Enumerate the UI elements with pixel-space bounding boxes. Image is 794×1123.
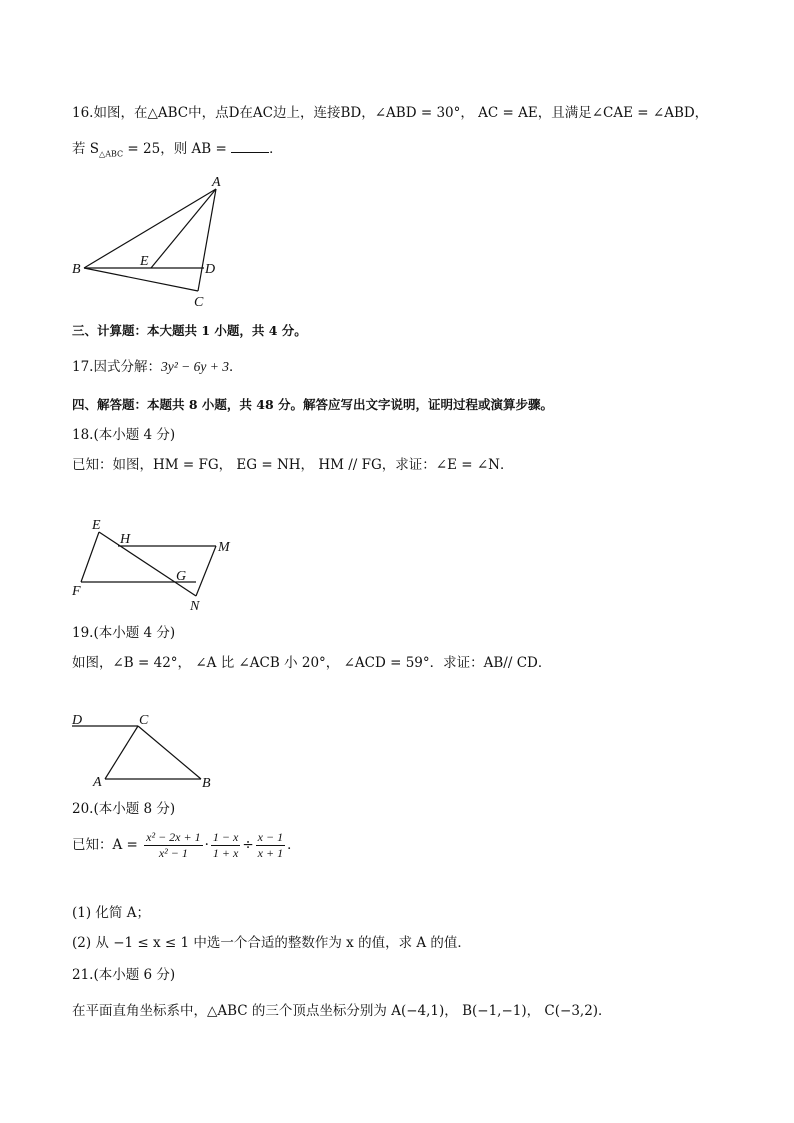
q20-fraction-1: $\frac{\text{x² − 2x + 1}}{\text{x² − 1}}$ [146, 830, 201, 860]
q16-label-A: A [212, 175, 221, 190]
q19-header: 19.(本小题 4 分) [72, 625, 176, 641]
q18-header: 18.(本小题 4 分) [72, 427, 176, 443]
q21-header: 21.(本小题 6 分) [72, 967, 176, 983]
q20-prefix: 已知：A = [72, 837, 143, 853]
q16-label-B: B [72, 262, 81, 277]
q20-end: ． [287, 837, 301, 853]
q18-label-E: E [92, 518, 101, 533]
section3-heading: 三、计算题：本大题共 1 小题，共 4 分。 [72, 323, 307, 338]
q16-label-D: D [205, 262, 216, 277]
q17-prefix: 17.因式分解： [72, 359, 161, 375]
q16-line2-end: ． [269, 141, 283, 157]
q18-text: 已知：如图，HM = FG， EG = NH， HM // FG，求证：∠E = ∠N． [72, 457, 514, 473]
q18-label-G: G [176, 569, 187, 584]
q19-label-A: A [93, 775, 102, 790]
q20-part1: (1) 化简 A； [72, 905, 150, 921]
q16-line2-sub: △ABC [99, 149, 124, 159]
q20-dot: · [204, 837, 209, 853]
q16-line1: 16.如图，在△ABC中，点D在AC边上，连接BD，∠ABD = 30°， AC = AE，且满足∠CAE = ∠ABD， [72, 105, 709, 121]
q18-label-H: H [120, 532, 131, 547]
q16-label-C: C [194, 295, 204, 310]
q18-label-F: F [72, 584, 81, 599]
q17-end: ． [229, 359, 243, 375]
q20-formula [72, 828, 301, 862]
q20-fraction-3: $\frac{x - 1}{x + 1}$ [257, 830, 284, 860]
q20-part2: (2) 从 −1 ≤ x ≤ 1 中选一个合适的整数作为 x 的值，求 A 的值． [72, 935, 471, 951]
q19-label-B: B [202, 776, 211, 791]
q17-expression: 3y² − 6y + 3 [160, 359, 229, 374]
q19-label-D: D [72, 713, 83, 728]
q20-div: ÷ [242, 837, 254, 853]
q18-label-M: M [218, 540, 230, 555]
q20-header: 20.(本小题 8 分) [72, 801, 176, 817]
q18-label-N: N [190, 599, 200, 614]
q16-label-E: E [140, 254, 149, 269]
q16-line2-prefix: 若 S [72, 141, 100, 157]
q20-fraction-2: $\frac{1 - x}{1 + x}$ [212, 830, 239, 860]
q19-label-C: C [139, 713, 149, 728]
q21-text: 在平面直角坐标系中，△ABC 的三个顶点坐标分别为 A(−4,1)， B(−1,−1)， C(−3,2)． [72, 1003, 612, 1019]
q16-line2-suffix: = 25，则 AB = [123, 141, 232, 157]
q19-text: 如图，∠B = 42°， ∠A 比 ∠ACB 小 20°， ∠ACD = 59°．求证：AB// CD． [72, 655, 552, 671]
section4-heading: 四、解答题：本题共 8 小题，共 48 分。解答应写出文字说明，证明过程或演算步骤。 [72, 397, 554, 412]
